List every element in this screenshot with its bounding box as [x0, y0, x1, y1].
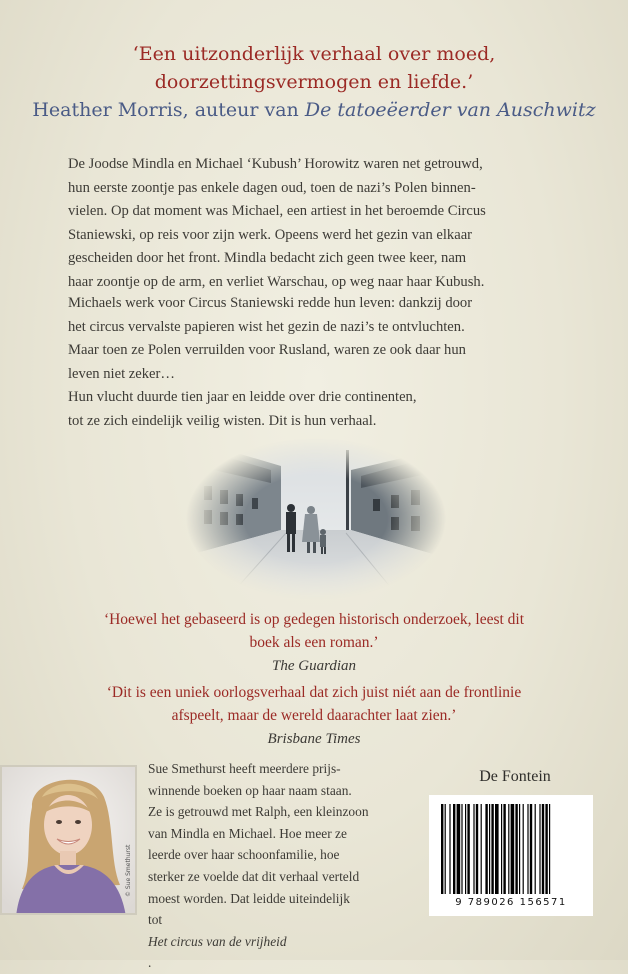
- top-quote: [20, 40, 608, 124]
- barcode-bar: [476, 804, 478, 894]
- text-line: Staniewski, op reis voor zijn werk. Opeens werd het gezin van elkaar: [68, 226, 473, 243]
- review-quote-line: ‘Dit is een uniek oorlogsverhaal dat zich juist niét aan de frontlinie: [106, 684, 522, 701]
- bio-line: Sue Smethurst heeft meerdere prijs-: [148, 761, 341, 776]
- description-paragraph-3: [68, 386, 588, 433]
- bio-line-last: [148, 909, 418, 974]
- bio-line: moest worden. Dat leidde uiteindelijk: [148, 890, 350, 906]
- text-line: Maar toen ze Polen verruilden voor Rusland, waren ze ook daar hun: [68, 342, 466, 358]
- text-line: haar zoontje op de arm, en verliet Warschau, op weg naar haar Kubush.: [68, 273, 485, 290]
- barcode-bar: [535, 804, 536, 894]
- text-line: leven niet zeker…: [68, 365, 175, 382]
- publisher-name: De Fontein: [479, 768, 551, 785]
- review-source: The Guardian: [271, 658, 357, 674]
- barcode-bar: [545, 804, 547, 894]
- street-photo-illustration: [186, 438, 446, 600]
- barcode-bar: [501, 804, 502, 894]
- attribution-author: Heather Morris, auteur van: [32, 99, 305, 121]
- isbn-number: 9 789026 156571: [455, 897, 567, 908]
- text-line: tot ze zich eindelijk veilig wisten. Dit is hun verhaal.: [68, 412, 377, 429]
- review-quote-line: afspeelt, maar de wereld daarachter laat zien.’: [171, 707, 457, 724]
- barcode-bar: [489, 804, 490, 894]
- text-line: gescheiden door het front. Mindla bedacht zich geen twee keer, nam: [68, 250, 467, 266]
- barcode-bar: [527, 804, 528, 894]
- barcode-bar: [530, 804, 532, 894]
- barcode-bar: [549, 804, 550, 894]
- barcode-bar: [542, 804, 544, 894]
- barcode-bar: [465, 804, 466, 894]
- barcode-bar: [467, 804, 469, 894]
- review-brisbane-times: [40, 681, 588, 750]
- top-quote-line-1: ‘Een uitzonderlijk verhaal over moed,: [132, 43, 496, 65]
- bio-line: sterker ze voelde dat dit verhaal verteld: [148, 868, 360, 884]
- barcode-bar: [457, 804, 461, 894]
- barcode-bar: [473, 804, 474, 894]
- review-guardian: [40, 608, 588, 677]
- street-photo: [186, 438, 446, 600]
- attribution-book-title: De tatoeëerder van Auschwitz: [304, 99, 596, 121]
- barcode-bar: [503, 804, 505, 894]
- barcode-bar: [495, 804, 499, 894]
- author-bio: [148, 758, 418, 974]
- review-quote-line: ‘Hoewel het gebaseerd is op gedegen historisch onderzoek, leest dit: [103, 611, 525, 628]
- barcode-bar: [441, 804, 443, 894]
- author-portrait-illustration: [2, 767, 137, 915]
- barcode-bar: [449, 804, 450, 894]
- bio-book-title: Het circus van de vrijheid: [148, 933, 287, 949]
- barcode-bars: [441, 804, 581, 896]
- bio-line: winnende boeken op haar naam staan.: [148, 782, 352, 798]
- description-paragraph-2: [68, 292, 588, 386]
- description-paragraph-1: [68, 153, 588, 294]
- barcode-bar: [453, 804, 455, 894]
- barcode-bar: [511, 804, 515, 894]
- bio-line: van Mindla en Michael. Hoe meer ze: [148, 825, 347, 841]
- review-quote-line: boek als een roman.’: [249, 634, 379, 651]
- text-line: Hun vlucht duurde tien jaar en leidde over drie continenten,: [68, 389, 417, 405]
- isbn-barcode: [429, 795, 593, 916]
- barcode-bar: [481, 804, 482, 894]
- barcode-bar: [491, 804, 493, 894]
- text-line: De Joodse Mindla en Michael ‘Kubush’ Horowitz waren net getrouwd,: [68, 156, 483, 172]
- text-line: hun eerste zoontje pas enkele dagen oud, toen de nazi’s Polen binnen-: [68, 179, 476, 196]
- barcode-bar: [539, 804, 540, 894]
- bio-line: leerde over haar schoonfamilie, hoe: [148, 847, 340, 863]
- barcode-bar: [519, 804, 520, 894]
- review-source: Brisbane Times: [267, 731, 361, 747]
- barcode-bar: [461, 804, 462, 894]
- barcode-bar: [445, 804, 446, 894]
- top-quote-line-2: doorzettingsvermogen en liefde.’: [154, 71, 474, 93]
- bio-last-prefix: tot: [148, 912, 163, 928]
- text-line: Michaels werk voor Circus Staniewski redde hun leven: dankzij door: [68, 295, 473, 311]
- barcode-bar: [508, 804, 509, 894]
- photo-credit: © Sue Smethurst: [125, 844, 132, 897]
- barcode-bar: [485, 804, 487, 894]
- text-line: het circus vervalste papieren wist het gezin de nazi’s te ontvluchten.: [68, 318, 465, 335]
- top-quote-attribution: [20, 96, 608, 124]
- bio-last-suffix: .: [148, 955, 152, 971]
- bio-line: Ze is getrouwd met Ralph, een kleinzoon: [148, 804, 369, 820]
- text-line: vielen. Op dat moment was Michael, een artiest in het beroemde Circus: [68, 203, 486, 219]
- author-portrait: [0, 765, 137, 915]
- barcode-bar: [523, 804, 524, 894]
- barcode-bar: [515, 804, 517, 894]
